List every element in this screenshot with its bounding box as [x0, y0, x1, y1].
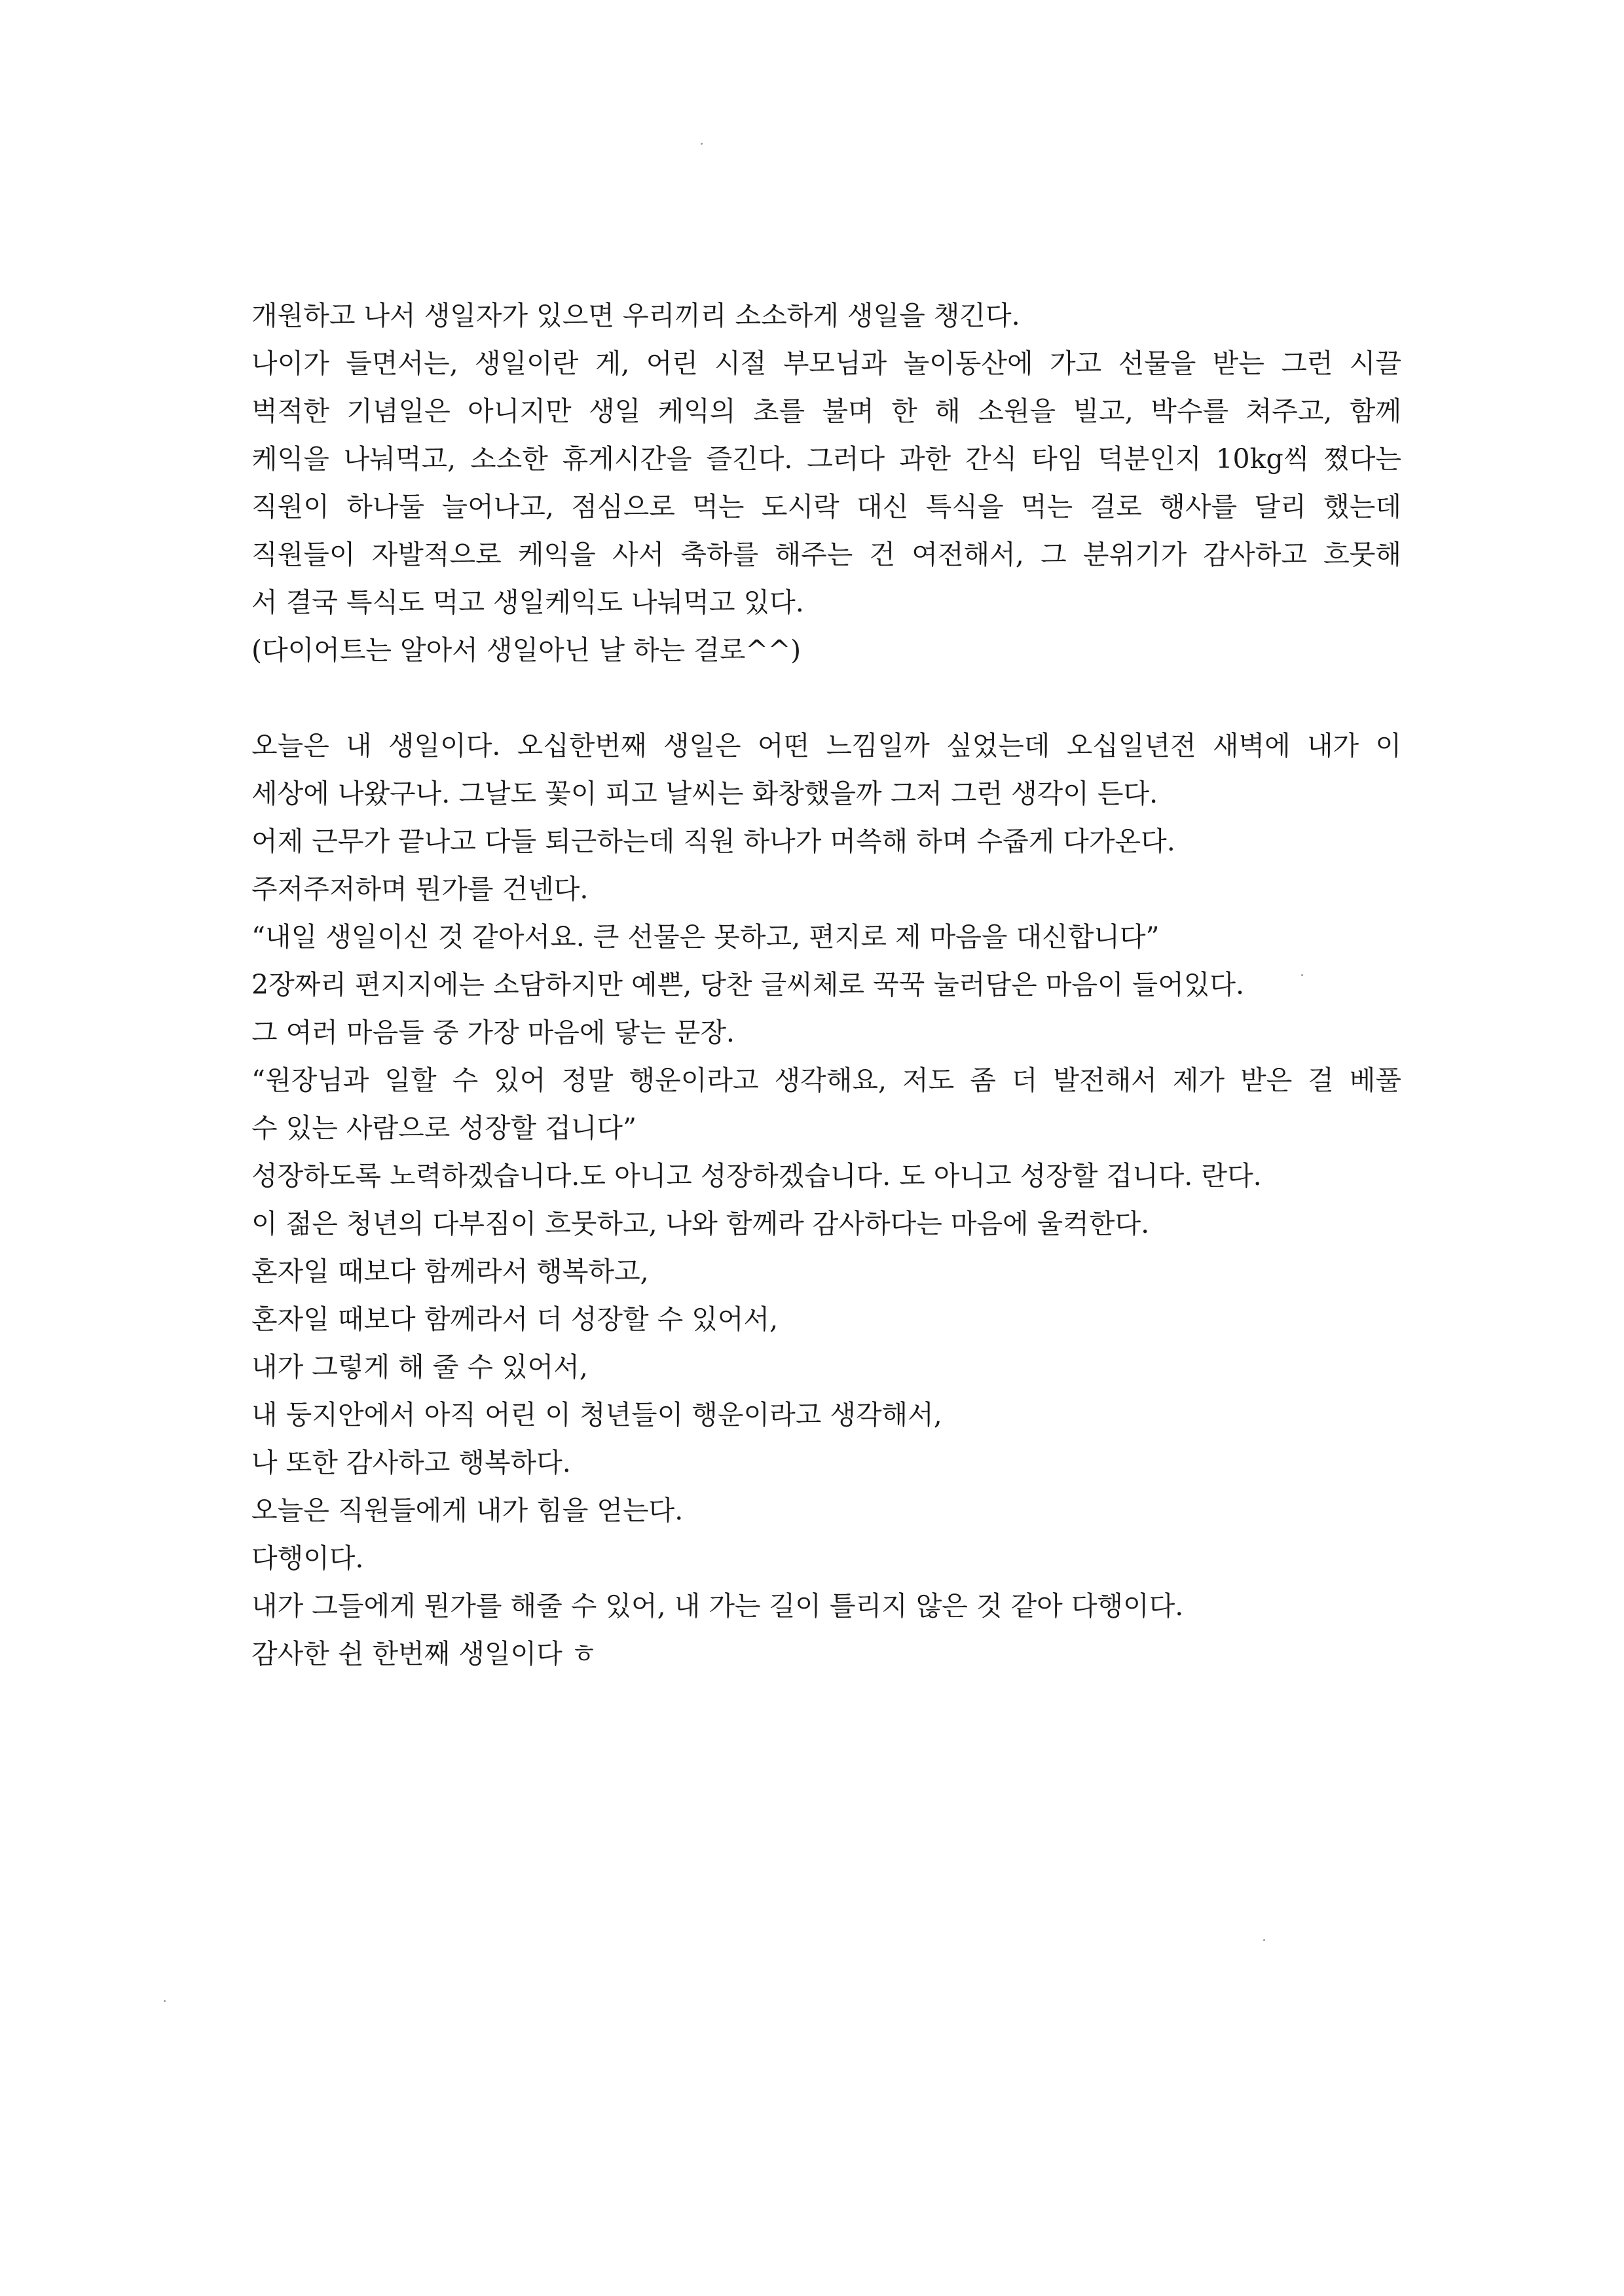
text-line: 직원들이 자발적으로 케익을 사서 축하를 해주는 건 여전해서, 그 분위기가 감사하고 흐뭇해: [251, 539, 1401, 570]
text-line: 직원이 하나둘 늘어나고, 점심으로 먹는 도시락 대신 특식을 먹는 걸로 행사를 달리 했는데: [251, 491, 1401, 522]
text-line: 내가 그들에게 뭔가를 해줄 수 있어, 내 가는 길이 틀리지 않은 것 같아 다행이다.: [251, 1590, 1184, 1622]
text-line: 다행이다.: [251, 1542, 364, 1574]
text-line: 세상에 나왔구나. 그날도 꽃이 피고 날씨는 화창했을까 그저 그런 생각이 든다.: [251, 778, 1158, 809]
text-line: 나이가 들면서는, 생일이란 게, 어린 시절 부모님과 놀이동산에 가고 선물을 받는 그런 시끌: [251, 348, 1401, 379]
scan-speck: [1263, 1939, 1265, 1941]
text-line: 서 결국 특식도 먹고 생일케익도 나눠먹고 있다.: [251, 587, 804, 618]
letter-body: [251, 292, 1401, 1678]
text-line: 벅적한 기념일은 아니지만 생일 케익의 초를 불며 한 해 소원을 빌고, 박수를 쳐주고, 함께: [251, 395, 1401, 427]
text-line: 2장짜리 편지지에는 소담하지만 예쁜, 당찬 글씨체로 꾹꾹 눌러담은 마음이 들어있다.: [251, 969, 1245, 1000]
quoted-line: “원장님과 일할 수 있어 정말 행운이라고 생각해요, 저도 좀 더 발전해서 제가 받은 걸 베풀: [251, 1065, 1401, 1096]
text-line: 내 둥지안에서 아직 어린 이 청년들이 행운이라고 생각해서,: [251, 1399, 942, 1430]
text-line: 오늘은 직원들에게 내가 힘을 얻는다.: [251, 1495, 684, 1526]
scan-speck: [1301, 974, 1303, 976]
paragraph-spacer: [251, 674, 1401, 722]
scan-speck: [701, 143, 703, 145]
text-line: 케익을 나눠먹고, 소소한 휴게시간을 즐긴다. 그러다 과한 간식 타임 덕분인지 10kg씩 쪘다는: [251, 443, 1401, 475]
text-line: 내가 그렇게 해 줄 수 있어서,: [251, 1351, 588, 1383]
text-line: 성장하도록 노력하겠습니다.도 아니고 성장하겠습니다. 도 아니고 성장할 겁니다. 란다.: [251, 1160, 1262, 1192]
text-line: 혼자일 때보다 함께라서 더 성장할 수 있어서,: [251, 1303, 779, 1335]
scan-speck: [164, 2000, 166, 2002]
text-line: 오늘은 내 생일이다. 오십한번째 생일은 어떤 느낌일까 싶었는데 오십일년전 새벽에 내가 이: [251, 730, 1401, 761]
text-line: (다이어트는 알아서 생일아닌 날 하는 걸로^^): [251, 634, 802, 666]
quoted-line: “내일 생일이신 것 같아서요. 큰 선물은 못하고, 편지로 제 마음을 대신합니다”: [251, 921, 1160, 953]
text-line: 어제 근무가 끝나고 다들 퇴근하는데 직원 하나가 머쓱해 하며 수줍게 다가온다.: [251, 826, 1175, 857]
text-line: 혼자일 때보다 함께라서 행복하고,: [251, 1256, 649, 1287]
text-line: 이 젊은 청년의 다부짐이 흐뭇하고, 나와 함께라 감사하다는 마음에 울컥한다.: [251, 1208, 1150, 1239]
text-line: 그 여러 마음들 중 가장 마음에 닿는 문장.: [251, 1017, 735, 1048]
text-line: 감사한 쉰 한번째 생일이다 ㅎ: [251, 1638, 597, 1669]
text-line: 개원하고 나서 생일자가 있으면 우리끼리 소소하게 생일을 챙긴다.: [251, 300, 1020, 331]
text-line: 주저주저하며 뭔가를 건넨다.: [251, 873, 589, 905]
quoted-line: 수 있는 사람으로 성장할 겁니다”: [251, 1112, 637, 1144]
text-line: 나 또한 감사하고 행복하다.: [251, 1447, 571, 1478]
